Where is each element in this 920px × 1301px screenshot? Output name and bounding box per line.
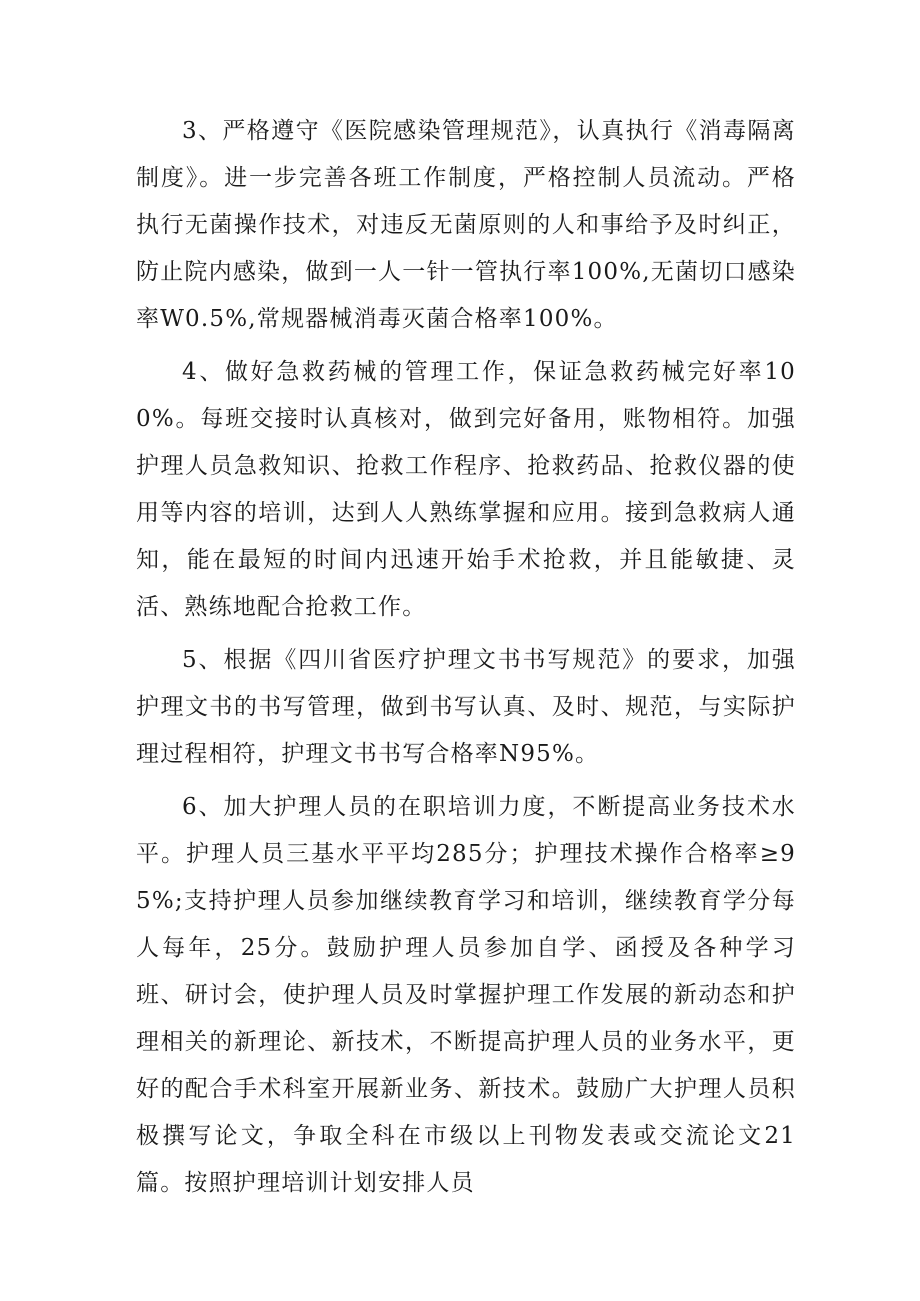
document-body [136, 108, 796, 1213]
paragraph-item-4: 4、做好急救药械的管理工作，保证急救药械完好率100%。每班交接时认真核对，做到完好备用，账物相符。加强护理人员急救知识、抢救工作程序、抢救药品、抢救仪器的使用等内容的培训，达到人人熟练掌握和应用。接到急救病人通知，能在最短的时间内迅速开始手术抢救，并且能敏捷、灵活、熟练地配合抢救工作。 [136, 359, 796, 620]
paragraph-item-5: 5、根据《四川省医疗护理文书书写规范》的要求，加强护理文书的书写管理，做到书写认真、及时、规范，与实际护理过程相符，护理文书书写合格率N95%。 [136, 647, 796, 767]
paragraph-item-3: 3、严格遵守《医院感染管理规范》，认真执行《消毒隔离制度》。进一步完善各班工作制度，严格控制人员流动。严格执行无菌操作技术，对违反无菌原则的人和事给予及时纠正，防止院内感染，做到一人一针一管执行率100%,无菌切口感染率W0.5%,常规器械消毒灭菌合格率100%。 [136, 118, 796, 332]
paragraph-item-6: 6、加大护理人员的在职培训力度，不断提高业务技术水平。护理人员三基水平平均285分；护理技术操作合格率≥95%;支持护理人员参加继续教育学习和培训，继续教育学分每人每年，25分。鼓励护理人员参加自学、函授及各种学习班、研讨会，使护理人员及时掌握护理工作发展的新动态和护理相关的新理论、新技术，不断提高护理人员的业务水平，更好的配合手术科室开展新业务、新技术。鼓励广大护理人员积极撰写论文，争取全科在市级以上刊物发表或交流论文21篇。按照护理培训计划安排人员 [136, 794, 796, 1196]
